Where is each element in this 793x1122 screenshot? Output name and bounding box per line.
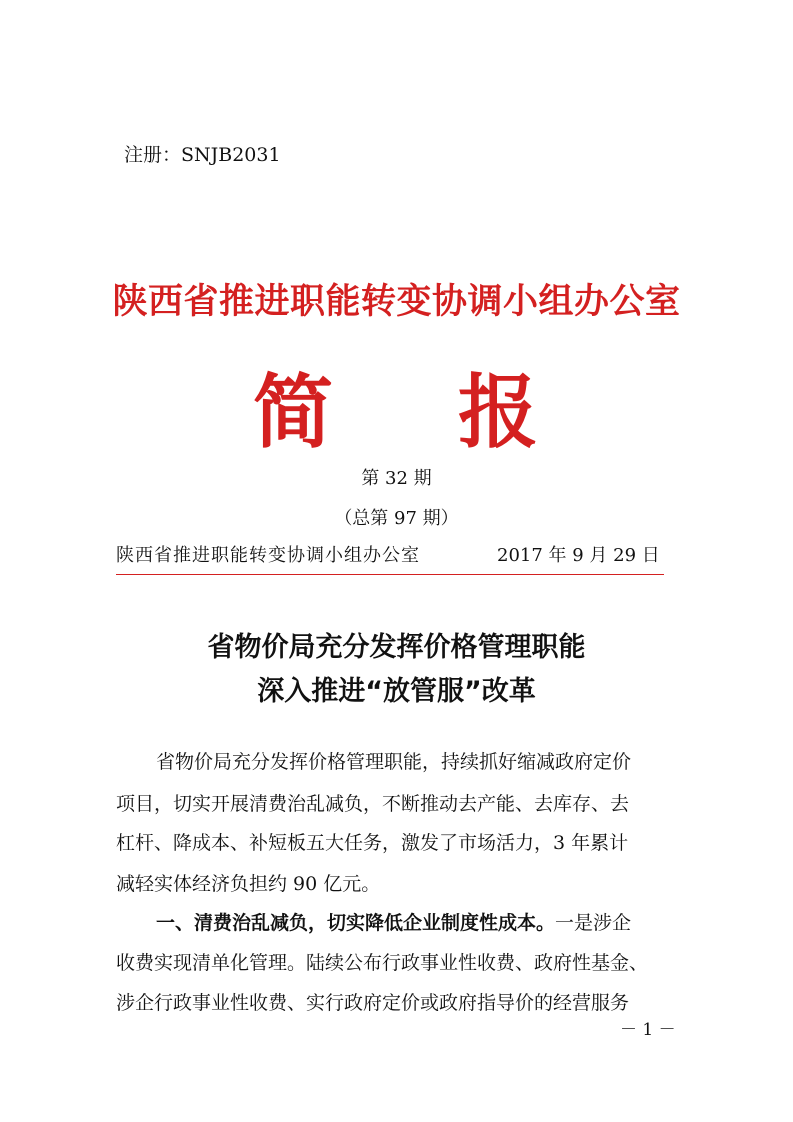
publish-date: 2017 年 9 月 29 日 xyxy=(497,545,660,566)
section-1-text-start: 一是涉企 xyxy=(555,912,632,934)
body-line-2: 项目，切实开展清费治乱减负，不断推动去产能、去库存、去 xyxy=(116,793,630,815)
body-line-1: 省物价局充分发挥价格管理职能，持续抓好缩减政府定价 xyxy=(156,751,632,773)
red-divider-line xyxy=(116,574,664,575)
masthead-brief-char-2: 报 xyxy=(458,366,538,459)
section-1-heading: 一、清费治乱减负，切实降低企业制度性成本。 xyxy=(156,912,556,934)
masthead-office-name: 陕西省推进职能转变协调小组办公室 xyxy=(112,282,681,322)
registration-number: 注册：SNJB2031 xyxy=(124,144,281,166)
article-title-line-2: 深入推进“放管服”改革 xyxy=(257,676,536,707)
masthead-brief-char-1: 简 xyxy=(253,366,333,459)
section-1-first-line xyxy=(116,910,722,936)
section-1-line-3: 涉企行政事业性收费、实行政府定价或政府指导价的经营服务 xyxy=(116,992,630,1014)
body-line-3: 杠杆、降成本、补短板五大任务，激发了市场活力，3 年累计 xyxy=(116,832,629,854)
publisher-office: 陕西省推进职能转变协调小组办公室 xyxy=(116,545,420,566)
page-number: － 1 － xyxy=(620,1020,676,1040)
body-line-4: 减轻实体经济负担约 90 亿元。 xyxy=(116,873,381,895)
issue-total-number: （总第 97 期） xyxy=(334,508,459,529)
article-title-line-1: 省物价局充分发挥价格管理职能 xyxy=(207,632,586,663)
issue-number: 第 32 期 xyxy=(361,468,432,489)
section-1-line-2: 收费实现清单化管理。陆续公布行政事业性收费、政府性基金、 xyxy=(116,952,649,974)
